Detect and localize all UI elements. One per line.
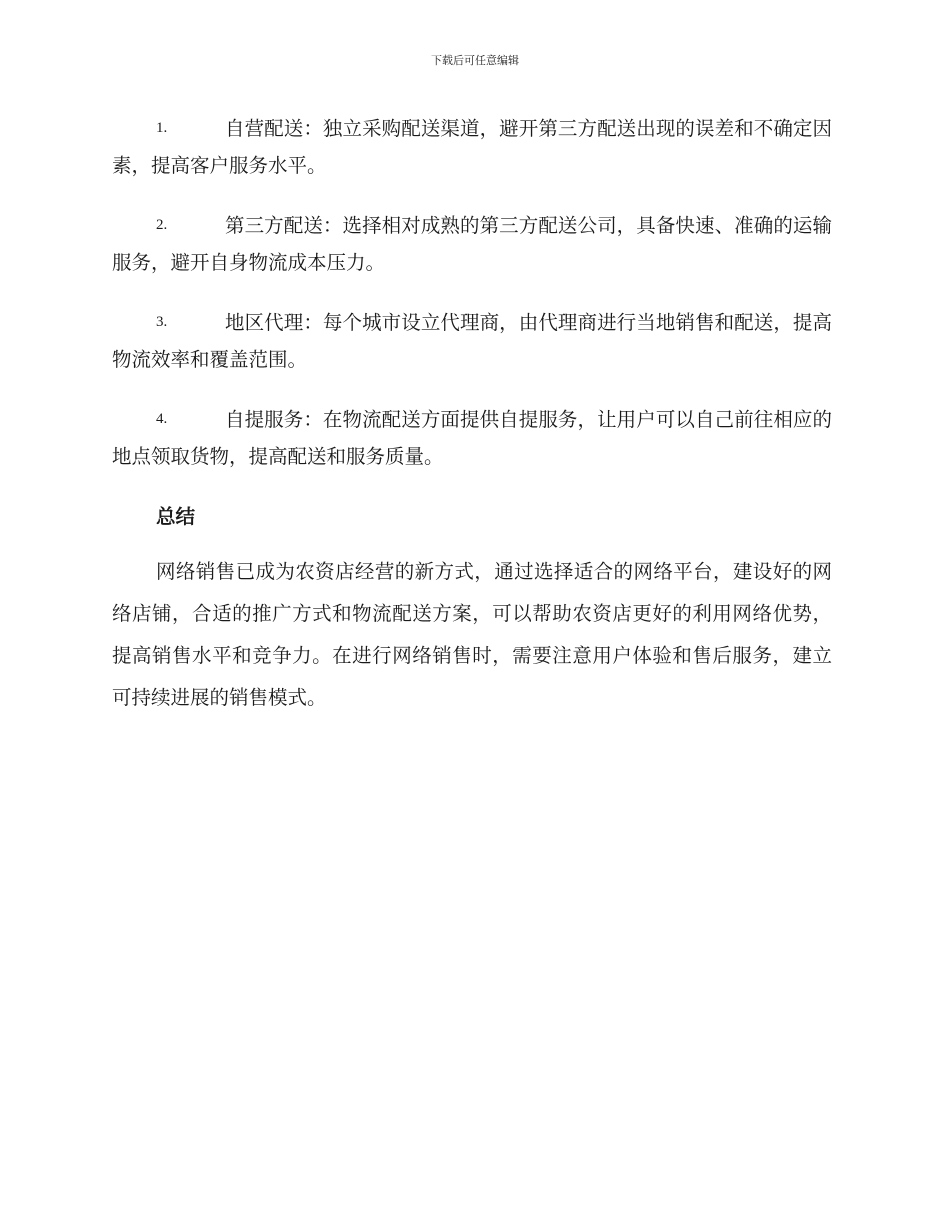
list-item bbox=[112, 401, 832, 475]
list-item-number: 3. bbox=[156, 314, 168, 330]
list-item-text: 自提服务：在物流配送方面提供自提服务，让用户可以自己前往相应的地点领取货物，提高配送和服务质量。 bbox=[112, 408, 832, 468]
list-item-text: 自营配送：独立采购配送渠道，避开第三方配送出现的误差和不确定因素，提高客户服务水平。 bbox=[112, 117, 832, 177]
list-item-number: 1. bbox=[156, 120, 168, 136]
summary-paragraph: 网络销售已成为农资店经营的新方式，通过选择适合的网络平台，建设好的网络店铺，合适的推广方式和物流配送方案，可以帮助农资店更好的利用网络优势，提高销售水平和竞争力。在进行网络销售时，需要注意用户体验和售后服务，建立可持续进展的销售模式。 bbox=[112, 560, 832, 709]
list-item bbox=[112, 207, 832, 281]
list-item-text: 地区代理：每个城市设立代理商，由代理商进行当地销售和配送，提高物流效率和覆盖范围。 bbox=[112, 311, 832, 371]
list-item-text: 第三方配送：选择相对成熟的第三方配送公司，具备快速、准确的运输服务，避开自身物流成本压力。 bbox=[112, 214, 832, 274]
list-item-number: 4. bbox=[156, 411, 168, 427]
list-item bbox=[112, 304, 832, 378]
page-header: 下载后可任意编辑 bbox=[431, 54, 519, 67]
summary-heading: 总结 bbox=[156, 505, 196, 528]
list-item bbox=[112, 110, 832, 184]
list-item-number: 2. bbox=[156, 217, 168, 233]
document-body bbox=[112, 110, 832, 719]
